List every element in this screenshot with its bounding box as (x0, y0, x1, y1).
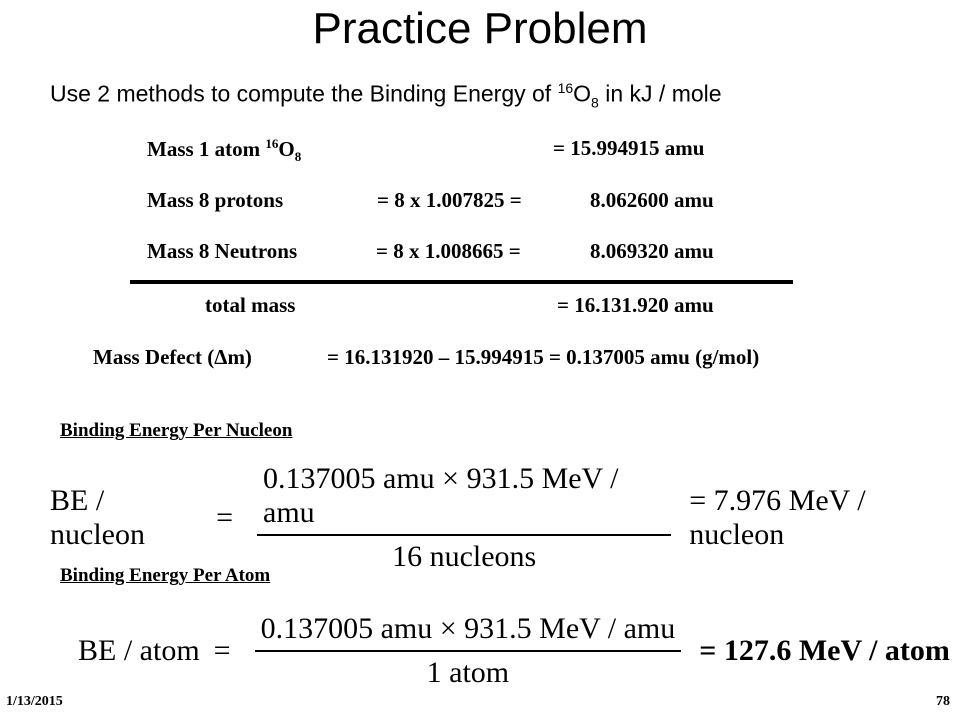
be-nucleon-denominator: 16 nucleons (392, 540, 537, 573)
intro-text-after: in kJ / mole (598, 80, 722, 107)
be-atom-denominator: 1 atom (426, 656, 510, 689)
be-atom-numerator: 0.137005 amu × 931.5 MeV / amu (255, 612, 682, 652)
mass-defect-expression: = 16.131920 – 15.994915 = 0.137005 amu (g/mol) (327, 345, 760, 369)
intro-atomic-number: 8 (591, 94, 599, 111)
be-per-atom-heading: Binding Energy Per Atom (60, 565, 271, 586)
mass-atom-value: = 15.994915 amu (553, 136, 705, 160)
footer-date: 1/13/2015 (6, 694, 63, 709)
intro-element-symbol: O (573, 80, 592, 107)
mass-neutrons-calc: = 8 x 1.008665 = (376, 239, 521, 263)
total-mass-value: = 16.131.920 amu (557, 293, 714, 317)
be-per-nucleon-equation (50, 462, 960, 574)
intro-text-before: Use 2 methods to compute the Binding Energy of (50, 80, 558, 107)
be-nucleon-result: = 7.976 MeV / nucleon (689, 484, 866, 551)
problem-statement (50, 80, 722, 110)
page-number: 78 (936, 694, 950, 709)
sum-divider-line (130, 280, 793, 284)
intro-mass-number: 16 (557, 80, 574, 96)
be-nucleon-fraction (257, 462, 671, 574)
be-nucleon-equals: = (216, 501, 233, 534)
mass-atom-symbol: O (278, 137, 295, 161)
total-mass-label: total mass (205, 293, 296, 317)
mass-atom-label (147, 136, 301, 165)
be-atom-result: = 127.6 MeV / atom (699, 634, 950, 667)
be-atom-equals: = (213, 634, 231, 667)
be-nucleon-lhs: BE / nucleon (50, 484, 145, 551)
mass-atom-mass-number: 16 (265, 136, 279, 151)
mass-atom-label-text: Mass 1 atom (147, 137, 266, 161)
mass-defect-label: Mass Defect (Δm) (93, 345, 252, 369)
be-nucleon-numerator: 0.137005 amu × 931.5 MeV / amu (257, 462, 671, 536)
be-atom-fraction (255, 612, 682, 690)
slide-title: Practice Problem (312, 4, 648, 53)
be-per-nucleon-heading: Binding Energy Per Nucleon (60, 420, 293, 441)
mass-protons-label: Mass 8 protons (147, 188, 284, 212)
be-per-atom-equation (78, 612, 950, 690)
mass-protons-value: 8.062600 amu (590, 188, 714, 212)
mass-atom-atomic-number: 8 (294, 149, 302, 165)
be-atom-lhs: BE / atom (78, 634, 200, 667)
mass-protons-calc: = 8 x 1.007825 = (377, 188, 522, 212)
mass-neutrons-label: Mass 8 Neutrons (147, 239, 298, 263)
mass-neutrons-value: 8.069320 amu (590, 239, 714, 263)
